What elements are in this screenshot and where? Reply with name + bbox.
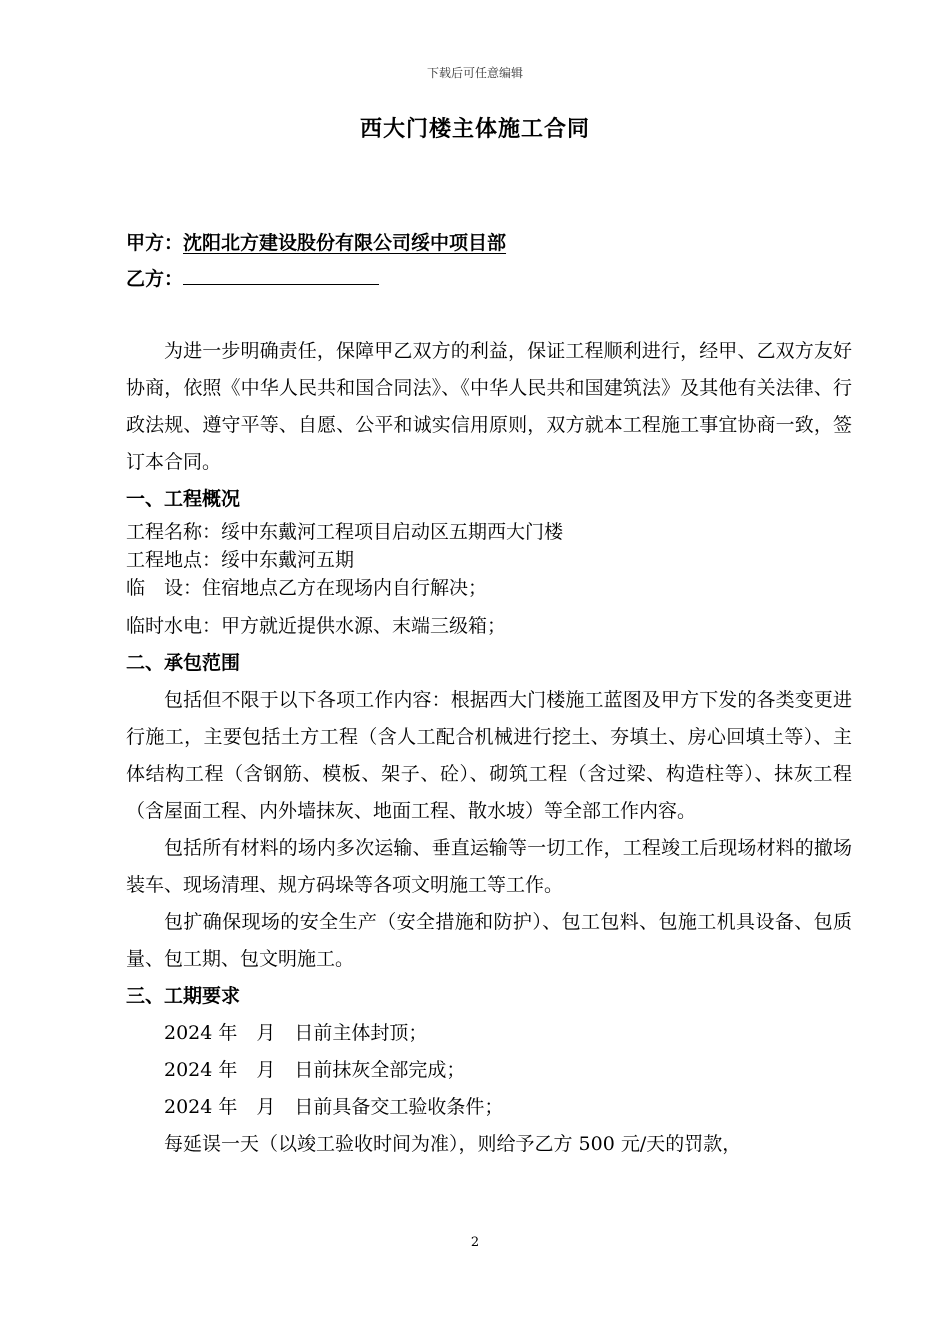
contract-title: 西大门楼主体施工合同 — [359, 116, 590, 142]
party-b-label: 乙方： — [126, 268, 184, 290]
scope-paragraph-2: 包括所有材料的场内多次运输、垂直运输等一切工作，工程竣工后现场材料的撤场装车、现场清理、规方码垛等各项文明施工等工作。 — [126, 837, 852, 896]
temp-facility: 临 设：住宿地点乙方在现场内自行解决； — [126, 577, 488, 599]
temp-utilities: 临时水电：甲方就近提供水源、末端三级箱； — [126, 615, 507, 637]
section1-heading: 一、工程概况 — [126, 488, 241, 510]
section2-heading: 二、承包范围 — [126, 652, 241, 674]
section3-heading: 三、工期要求 — [126, 985, 241, 1007]
penalty-clause: 每延误一天（以竣工验收时间为准），则给予乙方 500 元/天的罚款， — [164, 1133, 742, 1155]
intro-paragraph: 为进一步明确责任，保障甲乙双方的利益，保证工程顺利进行，经甲、乙双方友好协商，依照《中华人民共和国合同法》、《中华人民共和国建筑法》及其他有关法律、行政法规、遵守平等、自愿、公平和诚实信用原则，双方就本工程施工事宜协商一致，签订本合同。 — [126, 340, 852, 473]
project-site: 工程地点：绥中东戴河五期 — [126, 549, 355, 571]
page-number: 2 — [470, 1235, 480, 1250]
party-a — [126, 228, 506, 255]
deadline-2: 2024 年 月 日前抹灰全部完成； — [164, 1059, 466, 1081]
contract-body — [126, 333, 852, 1163]
party-b — [126, 264, 379, 291]
scope-paragraph-1: 包括但不限于以下各项工作内容：根据西大门楼施工蓝图及甲方下发的各类变更进行施工，主要包括土方工程（含人工配合机械进行挖土、夯填土、房心回填土等）、主体结构工程（含钢筋、模板、架子、砼）、砌筑工程（含过梁、构造柱等）、抹灰工程（含屋面工程、内外墙抹灰、地面工程、散水坡）等全部工作内容。 — [126, 689, 852, 822]
scope-paragraph-3: 包扩确保现场的安全生产（安全措施和防护）、包工包料、包施工机具设备、包质量、包工期、包文明施工。 — [126, 911, 852, 970]
party-a-name: 沈阳北方建设股份有限公司绥中项目部 — [183, 232, 507, 254]
header-note: 下载后可任意编辑 — [426, 66, 523, 80]
deadline-1: 2024 年 月 日前主体封顶； — [164, 1022, 428, 1044]
project-name: 工程名称：绥中东戴河工程项目启动区五期西大门楼 — [126, 521, 564, 543]
party-a-label: 甲方： — [126, 232, 184, 254]
party-b-blank — [183, 266, 379, 285]
deadline-3: 2024 年 月 日前具备交工验收条件； — [164, 1096, 504, 1118]
